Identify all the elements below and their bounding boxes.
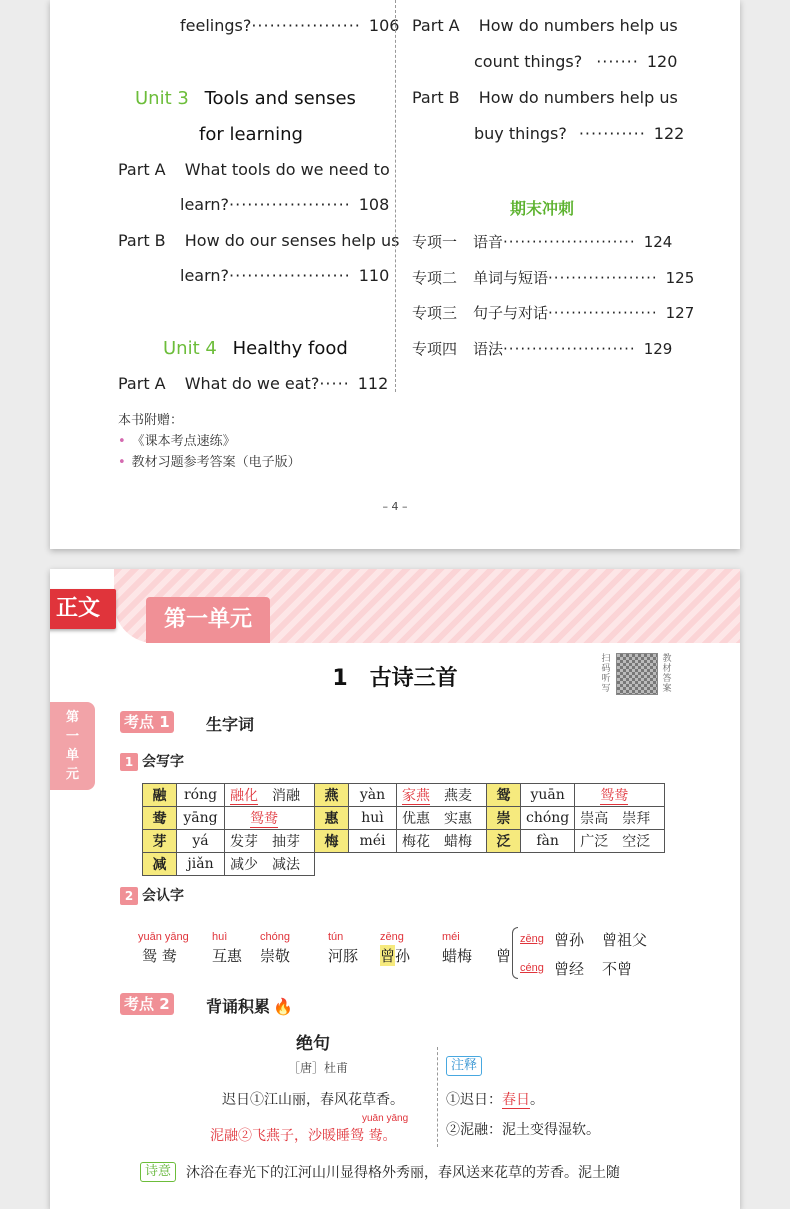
vocab-pinyin: huì bbox=[349, 807, 397, 830]
write-chars-heading bbox=[120, 751, 184, 771]
qr-caption-left bbox=[601, 654, 611, 694]
zeng-pinyin-2: céng bbox=[520, 962, 544, 974]
kaodian-num: 1 bbox=[159, 713, 170, 731]
side-tab-char: 单 bbox=[65, 748, 79, 763]
poem-notes-divider bbox=[437, 1047, 438, 1147]
recognize-pinyin: méi bbox=[442, 931, 460, 943]
toc-line-u4a[interactable] bbox=[118, 374, 388, 393]
vocab-word: 梅花 bbox=[402, 834, 430, 850]
special-label: 专项一 bbox=[412, 233, 458, 251]
zeng-char: 曾 bbox=[496, 947, 512, 965]
vocab-pinyin: jiǎn bbox=[177, 853, 225, 876]
unit-side-tab[interactable] bbox=[50, 702, 95, 790]
vocab-words bbox=[397, 807, 487, 830]
zeng-word: 曾祖父 bbox=[602, 931, 648, 949]
vocab-words bbox=[575, 807, 665, 830]
toc-dots: ······· bbox=[596, 52, 639, 71]
vocab-word: 空泛 bbox=[622, 834, 651, 850]
recognize-word: 互惠 bbox=[212, 947, 243, 965]
sub-label: 会写字 bbox=[142, 754, 184, 770]
toc-text: How do numbers help us bbox=[478, 16, 678, 35]
toc-line-u3a-2[interactable] bbox=[180, 195, 389, 214]
recognize-pinyin: yuān yāng bbox=[138, 931, 189, 943]
vocab-pinyin: yāng bbox=[177, 807, 225, 830]
toc-text: learn? bbox=[180, 195, 230, 214]
final-review-heading: 期末冲刺 bbox=[510, 199, 575, 218]
toc-line-pa-2[interactable] bbox=[474, 52, 677, 71]
vocab-word: 崇拜 bbox=[622, 811, 651, 827]
toc-page-number: 112 bbox=[357, 374, 389, 393]
toc-text: count things? bbox=[474, 52, 583, 71]
gift-item: • 《课本考点速练》 bbox=[118, 434, 236, 449]
vocab-words bbox=[397, 830, 487, 853]
shiyi-text: 沐浴在春光下的江河山川显得格外秀丽，春风送来花草的芳香。泥土随 bbox=[186, 1165, 620, 1181]
shiyi-label: 诗意 bbox=[140, 1162, 176, 1182]
toc-dots: ··················· bbox=[548, 268, 658, 287]
vocab-pinyin: yàn bbox=[349, 784, 397, 807]
note-2: ②泥融：泥土变得湿软。 bbox=[446, 1122, 600, 1138]
sub-label: 会认字 bbox=[142, 888, 184, 904]
note-text: 。 bbox=[530, 1092, 544, 1108]
vocab-words bbox=[397, 784, 487, 807]
vocab-word: 蜡梅 bbox=[444, 834, 472, 850]
sub-num: 1 bbox=[120, 753, 138, 771]
toc-line-pa[interactable] bbox=[412, 16, 678, 35]
kaodian-tag: 考点 bbox=[124, 713, 155, 731]
unit-title: Tools and senses bbox=[204, 88, 356, 109]
vocab-char: 燕 bbox=[315, 784, 349, 807]
vocab-word: 家燕 bbox=[402, 788, 430, 804]
vocab-pinyin: méi bbox=[349, 830, 397, 853]
toc-text: How do numbers help us bbox=[478, 88, 678, 107]
read-chars-heading bbox=[120, 885, 184, 905]
vocab-table bbox=[142, 783, 665, 876]
toc-line-feelings[interactable] bbox=[180, 16, 399, 35]
vocab-row bbox=[143, 853, 665, 876]
toc-dots: ······················· bbox=[503, 339, 636, 358]
brace bbox=[512, 927, 518, 979]
gift-item: • 教材习题参考答案（电子版） bbox=[118, 455, 301, 470]
toc-part: Part B bbox=[412, 88, 460, 107]
special-label: 专项四 bbox=[412, 339, 458, 358]
recognize-pinyin: chóng bbox=[260, 931, 290, 943]
recognize-word: 曾孙 bbox=[380, 947, 411, 965]
toc-line-u3b-2[interactable] bbox=[180, 266, 389, 285]
toc-page-number: 122 bbox=[653, 124, 685, 143]
unit-title: for learning bbox=[199, 124, 303, 145]
special-item[interactable] bbox=[412, 338, 672, 359]
qr-caption-right bbox=[662, 654, 672, 694]
column-divider bbox=[395, 0, 396, 392]
toc-dots: ··················· bbox=[548, 304, 658, 322]
special-item[interactable] bbox=[412, 231, 672, 252]
toc-dots: ······················· bbox=[503, 233, 636, 251]
poem-title: 绝句 bbox=[296, 1034, 330, 1054]
vocab-word: 燕麦 bbox=[444, 788, 472, 804]
vocab-pinyin: chóng bbox=[521, 807, 575, 830]
vocab-char: 泛 bbox=[487, 830, 521, 853]
vocab-pinyin: yá bbox=[177, 830, 225, 853]
recognize-pinyin: huì bbox=[212, 931, 228, 943]
toc-dots: ··········· bbox=[578, 124, 646, 143]
toc-part: Part B bbox=[118, 231, 166, 250]
kaodian-num: 2 bbox=[159, 995, 170, 1013]
vocab-pinyin: fàn bbox=[521, 830, 575, 853]
vocab-word: 广泛 bbox=[580, 834, 609, 850]
vocab-words bbox=[575, 830, 665, 853]
side-tab-char: 元 bbox=[65, 767, 79, 782]
qr-caption-char: 码 bbox=[601, 664, 611, 674]
recognize-word: 崇敬 bbox=[260, 947, 291, 965]
vocab-char: 融 bbox=[143, 784, 177, 807]
vocab-word: 优惠 bbox=[402, 811, 430, 827]
toc-text: What do we eat? bbox=[184, 374, 320, 393]
special-item[interactable] bbox=[412, 267, 694, 288]
zeng-word: 曾经 bbox=[554, 960, 585, 978]
vocab-word: 减法 bbox=[272, 857, 300, 873]
unit4-heading[interactable] bbox=[163, 338, 348, 359]
vocab-word: 消融 bbox=[272, 788, 300, 804]
note-text: ①迟日： bbox=[446, 1092, 502, 1108]
vocab-row bbox=[143, 807, 665, 830]
poem-author: ［唐］杜甫 bbox=[288, 1061, 349, 1075]
special-name: 语法 bbox=[473, 339, 504, 358]
vocab-char: 崇 bbox=[487, 807, 521, 830]
kaodian-title-text: 背诵积累 bbox=[206, 997, 271, 1016]
unit-label: Unit 4 bbox=[163, 338, 217, 359]
vocab-word: 发芽 bbox=[230, 834, 258, 850]
kaodian-2-badge bbox=[120, 993, 174, 1015]
kaodian-tag: 考点 bbox=[124, 995, 155, 1013]
special-name: 语音 bbox=[473, 233, 504, 251]
unit3-heading-line2 bbox=[199, 124, 303, 145]
qr-caption-char: 写 bbox=[601, 684, 611, 694]
vocab-words bbox=[225, 830, 315, 853]
toc-page-number: 129 bbox=[643, 339, 673, 358]
toc-page-number: 125 bbox=[665, 268, 695, 287]
toc-text: How do our senses help us bbox=[184, 231, 400, 250]
toc-line-pb[interactable] bbox=[412, 88, 678, 107]
fire-icon: 🔥 bbox=[273, 997, 293, 1016]
toc-page-number: 127 bbox=[665, 304, 695, 322]
vocab-word: 崇高 bbox=[580, 811, 609, 827]
qr-caption-char: 材 bbox=[662, 664, 672, 674]
vocab-char: 鸳 bbox=[487, 784, 521, 807]
vocab-pinyin: yuān bbox=[521, 784, 575, 807]
vocab-row bbox=[143, 784, 665, 807]
zeng-word: 曾孙 bbox=[554, 931, 585, 949]
note-1 bbox=[446, 1089, 544, 1109]
recognize-pinyin: zēng bbox=[380, 931, 404, 943]
unit-label: Unit 3 bbox=[135, 88, 189, 109]
qr-caption-char: 听 bbox=[601, 674, 611, 684]
toc-page-number: 106 bbox=[368, 16, 400, 35]
toc-text: learn? bbox=[180, 266, 230, 285]
vocab-char: 鸯 bbox=[143, 807, 177, 830]
poem-line-1: 迟日①江山丽，春风花草香。 bbox=[222, 1092, 404, 1108]
toc-text: buy things? bbox=[474, 124, 567, 143]
special-item[interactable] bbox=[412, 302, 694, 323]
kaodian-2-title bbox=[206, 994, 293, 1017]
toc-part: Part A bbox=[412, 16, 460, 35]
page-number: – 4 – bbox=[382, 500, 408, 513]
unit-title: Healthy food bbox=[232, 338, 348, 359]
qr-code[interactable] bbox=[616, 653, 658, 695]
poem-line-2: 泥融②飞燕子，沙暖睡鸳 鸯。 bbox=[210, 1128, 397, 1144]
note-answer: 春日 bbox=[502, 1092, 530, 1108]
vocab-word: 鸳鸯 bbox=[600, 788, 629, 804]
side-tab-char: 一 bbox=[65, 729, 79, 744]
vocab-char: 梅 bbox=[315, 830, 349, 853]
unit-title-tab: 第一单元 bbox=[146, 597, 270, 643]
unit3-heading[interactable] bbox=[135, 88, 356, 109]
vocab-word: 鸳鸯 bbox=[250, 811, 278, 827]
recognize-word: 鸳 鸯 bbox=[142, 947, 177, 965]
gift-title: 本书附赠： bbox=[118, 413, 184, 428]
vocab-word: 抽芽 bbox=[272, 834, 300, 850]
special-name: 句子与对话 bbox=[473, 304, 549, 322]
toc-line-u3a[interactable] bbox=[118, 160, 390, 179]
special-name: 单词与短语 bbox=[473, 268, 549, 287]
toc-dots: ····· bbox=[319, 374, 350, 393]
vocab-words bbox=[225, 784, 315, 807]
kaodian-1-badge bbox=[120, 711, 174, 733]
zeng-pinyin-1: zēng bbox=[520, 933, 544, 945]
poem-pinyin: yuān yāng bbox=[362, 1113, 409, 1124]
special-label: 专项三 bbox=[412, 304, 458, 322]
toc-part: Part A bbox=[118, 374, 166, 393]
side-tab-char: 第 bbox=[65, 710, 79, 725]
toc-line-pb-2[interactable] bbox=[474, 124, 684, 143]
toc-page-number: 120 bbox=[646, 52, 678, 71]
kaodian-1-title: 生字词 bbox=[206, 715, 255, 734]
toc-part: Part A bbox=[118, 160, 166, 179]
toc-dots: ···················· bbox=[229, 195, 351, 214]
recognize-word: 蜡梅 bbox=[442, 947, 473, 965]
vocab-char: 芽 bbox=[143, 830, 177, 853]
toc-page-number: 110 bbox=[358, 266, 390, 285]
vocab-word: 减少 bbox=[230, 857, 258, 873]
vocab-word: 实惠 bbox=[444, 811, 472, 827]
gift-text: 《课本考点速练》 bbox=[131, 434, 236, 449]
vocab-pinyin: róng bbox=[177, 784, 225, 807]
zeng-word: 不曾 bbox=[602, 960, 633, 978]
lesson-title: 1 古诗三首 bbox=[332, 666, 458, 691]
toc-page bbox=[50, 0, 740, 549]
vocab-empty bbox=[315, 853, 665, 876]
toc-line-u3b[interactable] bbox=[118, 231, 399, 250]
vocab-char: 减 bbox=[143, 853, 177, 876]
qr-caption-char: 教 bbox=[662, 654, 672, 664]
sub-num: 2 bbox=[120, 887, 138, 905]
toc-page-number: 124 bbox=[643, 233, 673, 251]
section-badge: 正文 bbox=[50, 589, 116, 629]
vocab-words bbox=[575, 784, 665, 807]
special-label: 专项二 bbox=[412, 268, 458, 287]
toc-text: feelings? bbox=[180, 16, 252, 35]
lesson-page bbox=[50, 569, 740, 1209]
recognize-word: 河豚 bbox=[328, 947, 359, 965]
qr-caption-char: 扫 bbox=[601, 654, 611, 664]
gift-text: 教材习题参考答案（电子版） bbox=[131, 455, 301, 470]
vocab-row bbox=[143, 830, 665, 853]
toc-text: What tools do we need to bbox=[184, 160, 390, 179]
toc-page-number: 108 bbox=[358, 195, 390, 214]
vocab-char: 惠 bbox=[315, 807, 349, 830]
qr-caption-char: 答 bbox=[662, 674, 672, 684]
toc-dots: ···················· bbox=[229, 266, 351, 285]
vocab-words bbox=[225, 853, 315, 876]
toc-dots: ·················· bbox=[251, 16, 361, 35]
notes-label: 注释 bbox=[446, 1056, 482, 1076]
qr-caption-char: 案 bbox=[662, 684, 672, 694]
recognize-pinyin: tún bbox=[328, 931, 344, 943]
vocab-words bbox=[225, 807, 315, 830]
vocab-word: 融化 bbox=[230, 788, 258, 804]
